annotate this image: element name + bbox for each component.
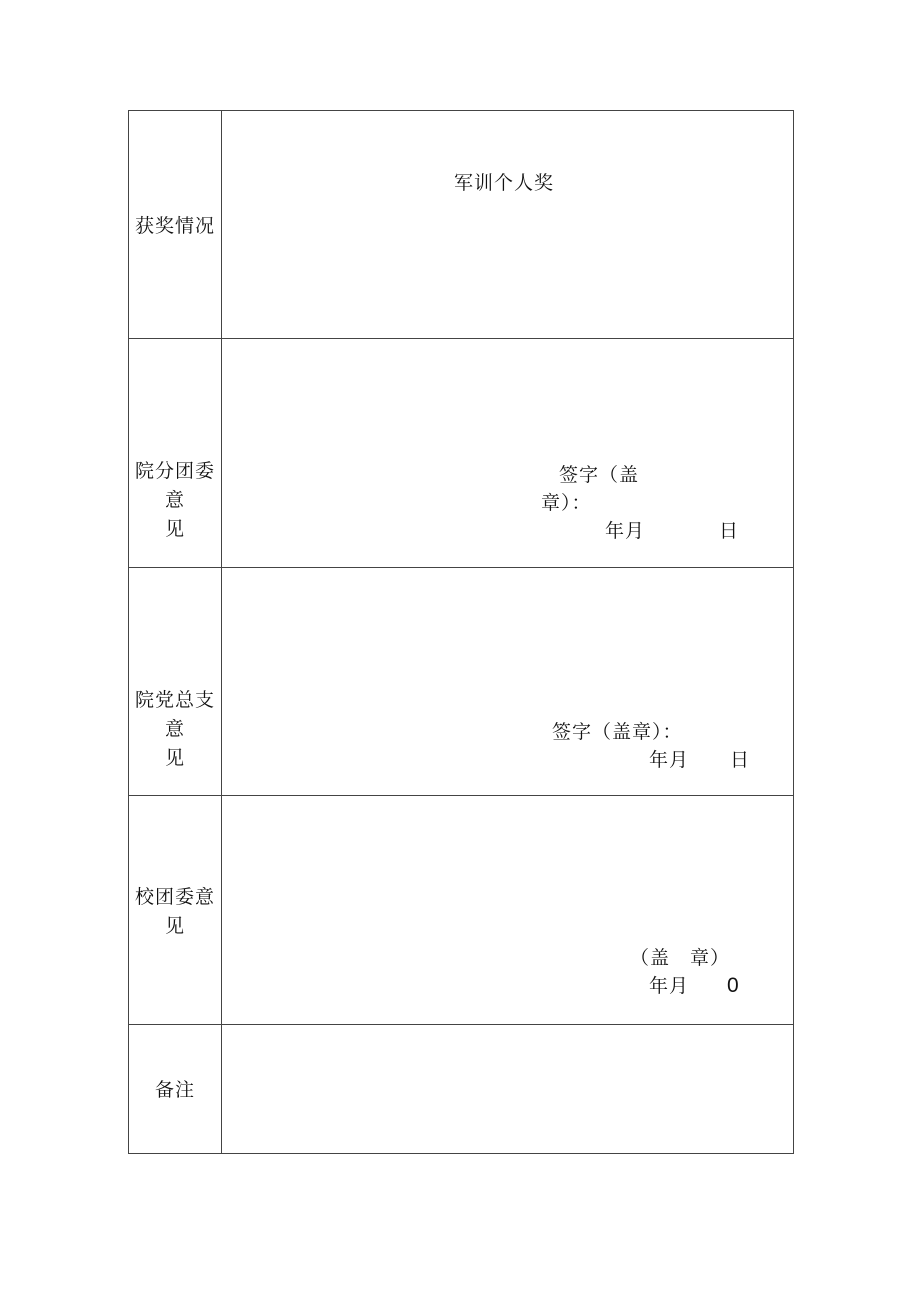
party-branch-label-cell: [129, 568, 222, 796]
party-branch-year-month: 年月: [649, 749, 690, 771]
school-committee-content-cell: [222, 796, 794, 1025]
school-committee-label-line2: 见: [164, 915, 185, 937]
dept-committee-sign-part2: 章）：: [541, 492, 592, 514]
dept-committee-label: [129, 457, 221, 544]
dept-committee-day: 日: [719, 520, 740, 542]
awards-label-cell: [129, 111, 222, 339]
school-committee-label-line1: 校团委意: [134, 886, 215, 908]
awards-content-cell: [222, 111, 794, 339]
party-branch-day: 日: [730, 749, 751, 771]
approval-form-table: [128, 110, 794, 1154]
notes-row: [129, 1025, 794, 1154]
party-branch-label-line1: 院党总支: [134, 689, 215, 711]
party-branch-sign: 签字（盖章）：: [552, 721, 683, 743]
party-branch-label: [129, 686, 221, 773]
school-committee-row: [129, 796, 794, 1025]
dept-committee-content-cell: [222, 339, 794, 568]
dept-committee-label-cell: [129, 339, 222, 568]
party-branch-label-line2: 意: [164, 718, 185, 740]
awards-label: 获奖情况: [134, 215, 215, 237]
school-committee-year-month: 年月: [649, 975, 690, 997]
party-branch-row: [129, 568, 794, 796]
notes-label-cell: [129, 1025, 222, 1154]
awards-content: 军训个人奖: [454, 172, 555, 194]
school-committee-label-cell: [129, 796, 222, 1025]
party-branch-label-line3: 见: [164, 747, 185, 769]
dept-committee-label-line3: 见: [164, 518, 185, 540]
notes-content-cell[interactable]: [222, 1025, 794, 1154]
dept-committee-label-line2: 意: [164, 489, 185, 511]
dept-committee-row: [129, 339, 794, 568]
school-committee-stamp: （盖 章）: [630, 947, 731, 969]
awards-row: [129, 111, 794, 339]
dept-committee-sign-part1: 签字（盖: [559, 464, 640, 486]
party-branch-content-cell: [222, 568, 794, 796]
school-committee-label: [129, 883, 221, 941]
school-committee-day-value: 0: [727, 974, 740, 997]
dept-committee-label-line1: 院分团委: [134, 460, 215, 482]
notes-label: 备注: [154, 1079, 195, 1101]
dept-committee-year-month: 年月: [605, 520, 646, 542]
